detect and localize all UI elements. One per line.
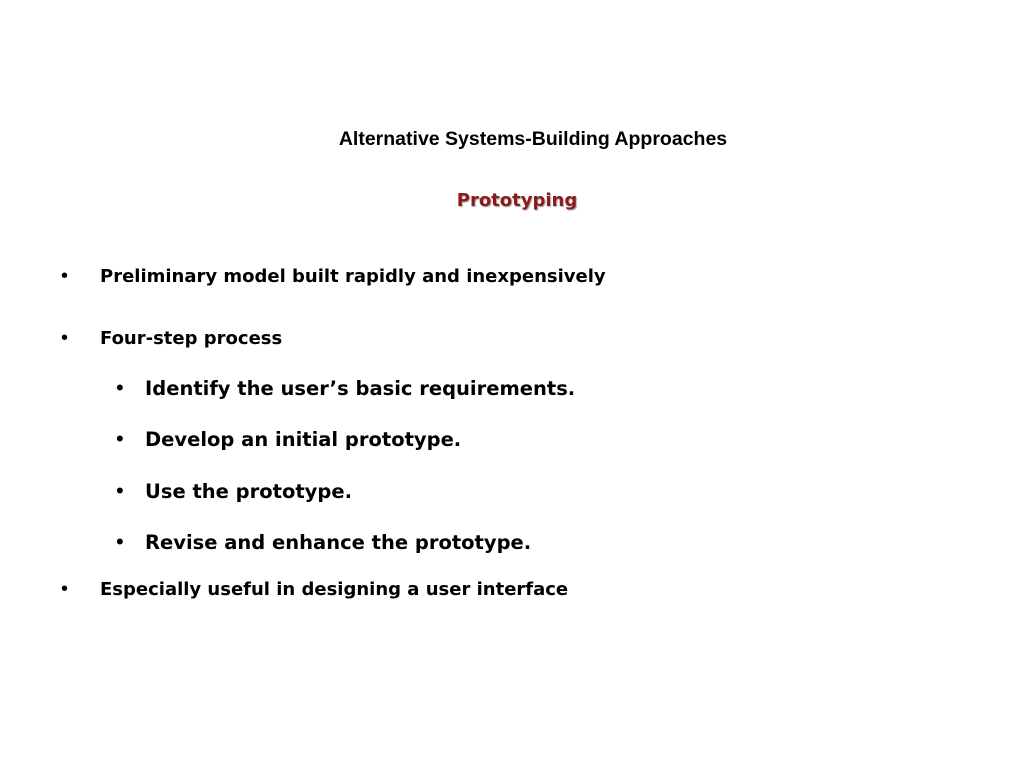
bullet-icon: • [116, 478, 124, 503]
bullet-icon: • [116, 426, 124, 451]
sub-bullet-text: Develop an initial prototype. [145, 428, 462, 451]
sub-bullet-text: Identify the user’s basic requirements. [145, 377, 576, 400]
sub-bullet-item [116, 374, 575, 403]
bullet-item [61, 577, 568, 602]
sub-bullet-text: Use the prototype. [145, 480, 352, 503]
sub-bullet-item [116, 425, 461, 454]
slide-heading: Alternative Systems-Building Approaches [338, 128, 728, 150]
sub-bullet-item [116, 477, 352, 506]
sub-bullet-text: Revise and enhance the prototype. [145, 531, 532, 554]
bullet-icon: • [61, 327, 69, 349]
slide-subheading: Prototyping [456, 190, 578, 211]
bullet-item [61, 264, 606, 289]
bullet-icon: • [61, 578, 69, 600]
bullet-text: Especially useful in designing a user interface [100, 579, 569, 600]
bullet-icon: • [116, 375, 124, 400]
bullet-text: Preliminary model built rapidly and inexpensively [100, 266, 606, 287]
bullet-text: Four-step process [100, 328, 283, 349]
bullet-icon: • [116, 529, 124, 554]
sub-bullet-item [116, 528, 531, 557]
bullet-item [61, 326, 282, 351]
bullet-icon: • [61, 265, 69, 287]
